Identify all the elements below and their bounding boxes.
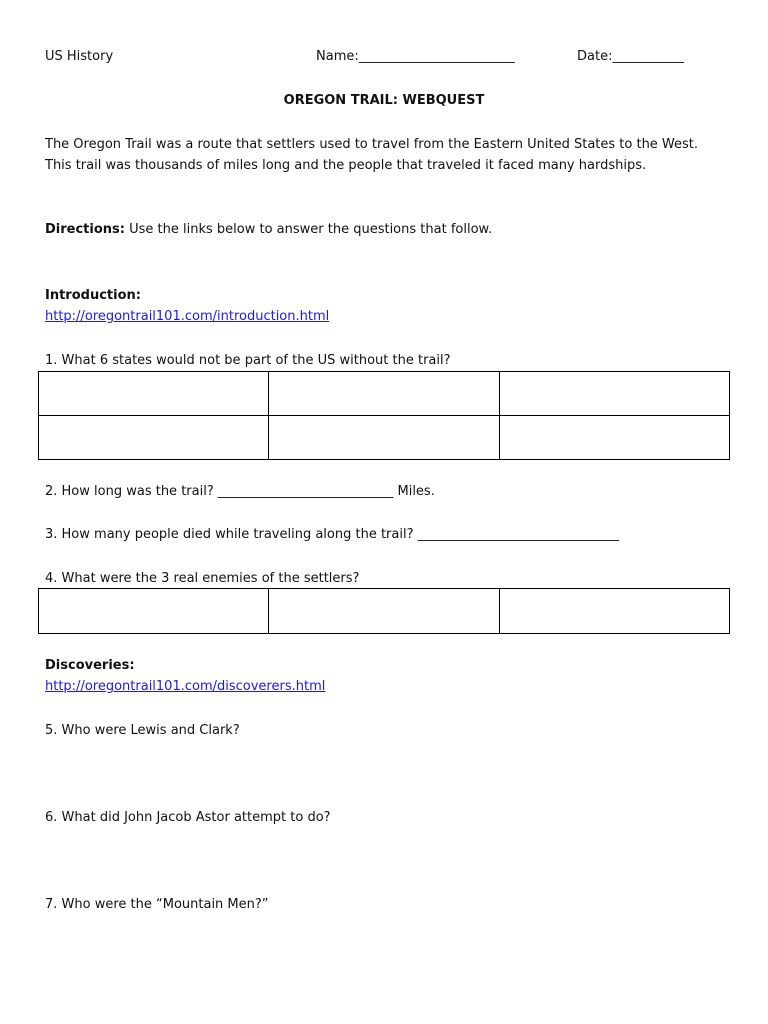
date-field-label: Date:___________ — [577, 49, 684, 64]
answer-cell[interactable] — [39, 416, 269, 460]
name-field-label: Name:________________________ — [316, 49, 515, 64]
directions — [45, 222, 492, 237]
introduction-link-wrapper — [45, 309, 329, 324]
introduction-link[interactable]: http://oregontrail101.com/introduction.html — [45, 309, 330, 324]
discoveries-link[interactable]: http://oregontrail101.com/discoverers.html — [45, 679, 326, 694]
table-row — [39, 589, 730, 634]
question-3: 3. How many people died while traveling along the trail? _______________________________ — [45, 527, 620, 542]
answer-cell[interactable] — [499, 372, 729, 416]
table-row — [39, 416, 730, 460]
answer-cell[interactable] — [269, 372, 499, 416]
section-heading-discoveries: Discoveries: — [45, 658, 135, 673]
question-5: 5. Who were Lewis and Clark? — [45, 723, 240, 738]
question-6: 6. What did John Jacob Astor attempt to do? — [45, 810, 331, 825]
page-title: OREGON TRAIL: WEBQUEST — [283, 93, 485, 108]
answer-cell[interactable] — [499, 416, 729, 460]
question-2: 2. How long was the trail? ___________________________ Miles. — [45, 484, 435, 499]
directions-text: Use the links below to answer the questions that follow. — [124, 222, 493, 237]
question-7: 7. Who were the “Mountain Men?” — [45, 897, 269, 912]
directions-label: Directions: — [45, 222, 125, 237]
answer-cell[interactable] — [269, 416, 499, 460]
answer-cell[interactable] — [499, 589, 729, 634]
discoveries-link-wrapper — [45, 679, 325, 694]
intro-paragraph: The Oregon Trail was a route that settlers used to travel from the Eastern United States to the West. This trail was thousands of miles long and the people that traveled it faced many hardships. — [45, 137, 699, 173]
section-heading-introduction: Introduction: — [45, 288, 141, 303]
answer-cell[interactable] — [269, 589, 499, 634]
enemies-answer-table — [38, 588, 730, 634]
table-row — [39, 372, 730, 416]
answer-cell[interactable] — [39, 372, 269, 416]
question-4: 4. What were the 3 real enemies of the settlers? — [45, 571, 360, 586]
states-answer-table — [38, 371, 730, 460]
course-label: US History — [45, 49, 114, 64]
answer-cell[interactable] — [39, 589, 269, 634]
question-1: 1. What 6 states would not be part of the US without the trail? — [45, 353, 451, 368]
